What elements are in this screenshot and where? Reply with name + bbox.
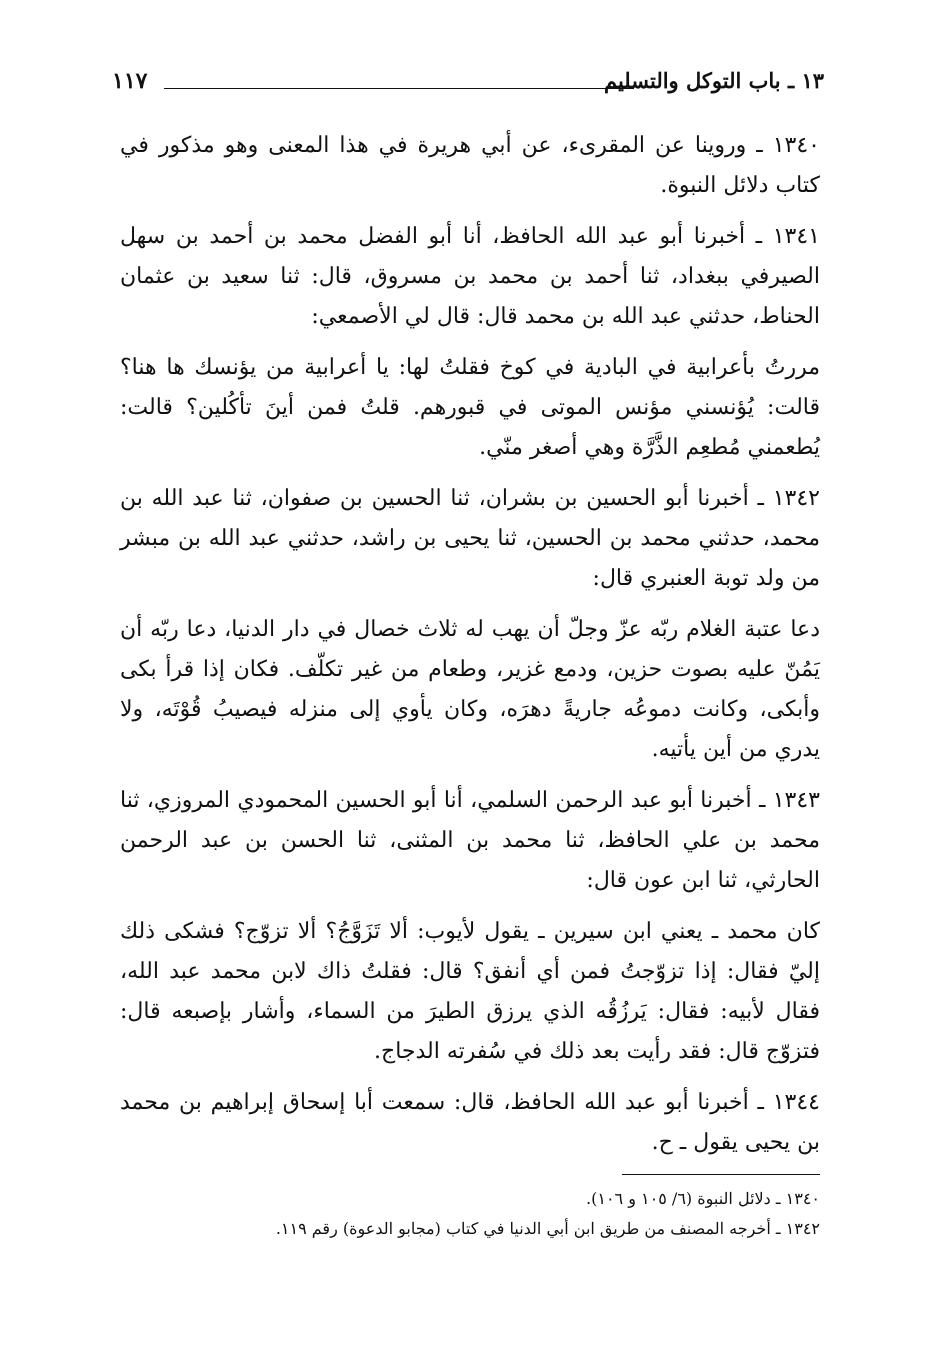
hadith-1341-isnad: ١٣٤١ ـ أخبرنا أبو عبد الله الحافظ، أنا أبو الفضل محمد بن أحمد بن سهل الصيرفي ببغداد، ثنا أحمد بن محمد بن مسروق، قال: ثنا سعيد بن عثمان الحناط، حدثني عبد الله بن محمد قال: قال لي الأصمعي:: [120, 224, 820, 329]
hadith-1343-text: كان محمد ـ يعني ابن سيرين ـ يقول لأيوب: ألا تَزَوَّجُ؟ ألا تزوّج؟ فشكى ذلك إليّ فقال: إذا تزوّجتُ فمن أي أنفق؟ قال: فقلتُ ذاك لابن محمد عبد الله، فقال لأبيه: فقال: يَرزُقُه الذي يرزق الطيرَ من السماء، وأشار بإصبعه قال: فتزوّج قال: فقد رأيت بعد ذلك في سُفرته الدجاج.: [120, 919, 820, 1064]
footnote-separator: [622, 1174, 820, 1175]
footnote-1340: ١٣٤٠ ـ دلائل النبوة (٦/ ١٠٥ و ١٠٦).: [586, 1189, 820, 1208]
header-rule: [164, 88, 634, 89]
hadith-1342-isnad: ١٣٤٢ ـ أخبرنا أبو الحسين بن بشران، ثنا الحسين بن صفوان، ثنا عبد الله بن محمد، حدثني محمد بن الحسين، ثنا يحيى بن راشد، حدثني عبد الله بن مبشر من ولد توبة العنبري قال:: [120, 486, 820, 591]
body-text: [120, 126, 820, 1174]
running-head: [112, 68, 824, 102]
hadith-1340: ١٣٤٠ ـ وروينا عن المقرىء، عن أبي هريرة في هذا المعنى وهو مذكور في كتاب دلائل النبوة.: [120, 133, 820, 198]
page-number: ١١٧: [112, 68, 148, 94]
footnotes: [120, 1184, 820, 1244]
hadith-1343-isnad: ١٣٤٣ ـ أخبرنا أبو عبد الرحمن السلمي، أنا أبو الحسين المحمودي المروزي، ثنا محمد بن علي الحافظ، ثنا محمد بن المثنى، ثنا الحسن بن عبد الرحمن الحارثي، ثنا ابن عون قال:: [120, 788, 820, 893]
hadith-1342-text: دعا عتبة الغلام ربّه عزّ وجلّ أن يهب له ثلاث خصال في دار الدنيا، دعا ربّه أن يَمُنّ عليه بصوت حزين، ودمع غزير، وطعام من غير تكلّف. فكان إذا قرأ بكى وأبكى، وكانت دموعُه جاريةً دهرَه، وكان يأوي إلى منزله فيصيبُ قُوْتَه، ولا يدري من أين يأتيه.: [120, 617, 820, 762]
hadith-1341-text: مررتُ بأعرابية في البادية في كوخ فقلتُ لها: يا أعرابية من يؤنسك ها هنا؟ قالت: يُؤنسني مؤنس الموتى في قبورهم. قلتُ فمن أينَ تأكُلين؟ قالت: يُطعمني مُطعِم الذَّرَّة وهي أصغر منّي.: [120, 355, 820, 460]
footnote-1342: ١٣٤٢ ـ أخرجه المصنف من طريق ابن أبي الدنيا في كتاب (مجابو الدعوة) رقم ١١٩.: [275, 1219, 820, 1238]
chapter-title: ١٣ ـ باب التوكل والتسليم: [603, 68, 824, 93]
hadith-1344-isnad: ١٣٤٤ ـ أخبرنا أبو عبد الله الحافظ، قال: سمعت أبا إسحاق إبراهيم بن محمد بن يحيى يقول ـ ح.: [120, 1090, 820, 1155]
